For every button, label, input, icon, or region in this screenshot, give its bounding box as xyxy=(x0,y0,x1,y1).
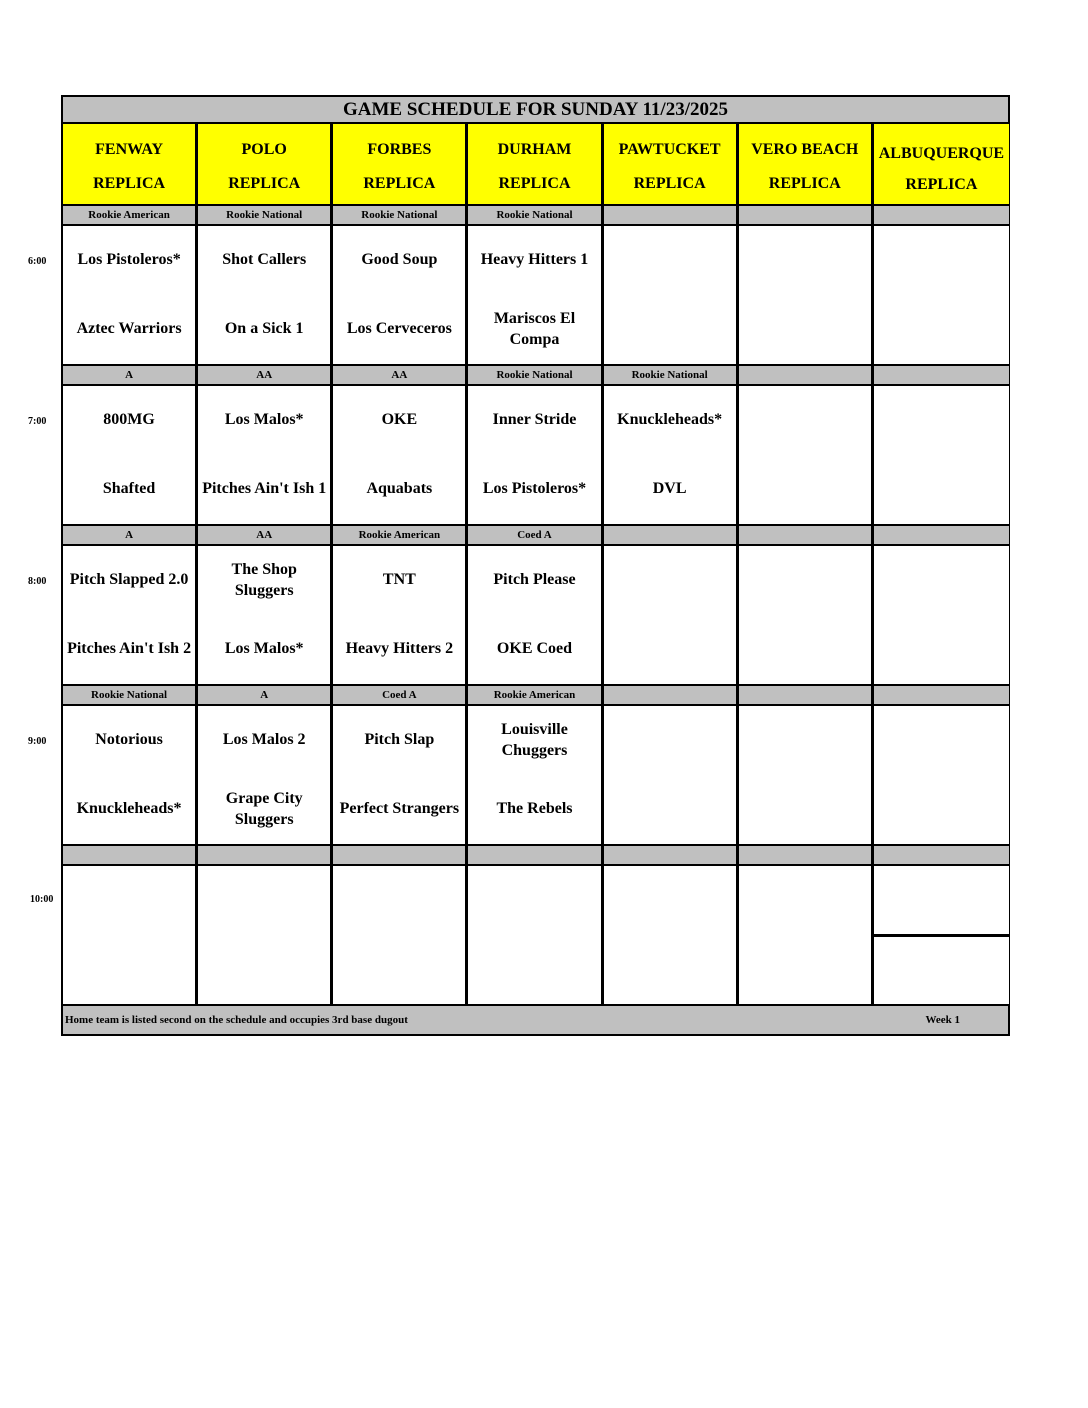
away-team xyxy=(198,866,330,935)
time-label: 6:00 xyxy=(28,256,47,267)
away-team xyxy=(739,866,871,935)
game-cell xyxy=(874,386,1009,526)
game-cell xyxy=(874,706,1009,846)
field-name: VERO BEACH xyxy=(751,140,859,158)
home-team: On a Sick 1 xyxy=(224,320,304,338)
time-label: 7:00 xyxy=(28,416,47,427)
division-cell: AA xyxy=(198,366,333,386)
game-cell xyxy=(739,386,874,526)
away-team xyxy=(739,226,871,295)
division-cell: Rookie National xyxy=(604,366,739,386)
time-label: 10:00 xyxy=(30,894,54,905)
away-team: Los Pistoleros* xyxy=(77,251,181,269)
field-sub: REPLICA xyxy=(633,174,706,192)
home-team: Perfect Strangers xyxy=(339,800,460,818)
field-header-polo xyxy=(198,124,333,206)
away-team xyxy=(739,386,871,455)
away-team: Inner Stride xyxy=(492,411,577,429)
home-team xyxy=(333,935,465,1004)
home-team: Shafted xyxy=(102,480,156,498)
time-label: 9:00 xyxy=(28,736,47,747)
field-header-vero-beach xyxy=(739,124,874,206)
home-team: Los Pistoleros* xyxy=(482,480,587,498)
game-cell xyxy=(874,226,1009,366)
field-sub: REPLICA xyxy=(363,174,436,192)
field-header-fenway xyxy=(63,124,198,206)
away-team xyxy=(333,866,465,935)
away-team: Pitch Slapped 2.0 xyxy=(69,571,189,589)
home-team xyxy=(604,295,736,364)
game-cell xyxy=(198,546,333,686)
division-cell xyxy=(739,846,874,866)
away-team xyxy=(739,706,871,775)
split-cell-top xyxy=(874,866,1009,937)
field-sub: REPLICA xyxy=(228,174,301,192)
home-team xyxy=(604,935,736,1004)
division-row xyxy=(61,686,1010,706)
division-row xyxy=(61,526,1010,546)
home-team xyxy=(874,775,1009,844)
division-row xyxy=(61,846,1010,866)
field-header-albuquerque xyxy=(874,124,1009,206)
game-cell xyxy=(468,226,603,366)
field-name: FENWAY xyxy=(95,140,163,158)
away-team xyxy=(604,226,736,295)
time-label: 8:00 xyxy=(28,576,47,587)
division-cell: Coed A xyxy=(333,686,468,706)
division-row xyxy=(61,206,1010,226)
division-cell: A xyxy=(63,366,198,386)
division-cell: Coed A xyxy=(468,526,603,546)
division-cell xyxy=(874,366,1009,386)
division-cell: A xyxy=(63,526,198,546)
game-cell xyxy=(739,226,874,366)
division-cell: Rookie National xyxy=(198,206,333,226)
home-team xyxy=(739,775,871,844)
division-cell xyxy=(468,846,603,866)
away-team xyxy=(604,546,736,615)
away-team: Knuckleheads* xyxy=(617,411,723,429)
home-team xyxy=(874,615,1009,684)
division-cell: Rookie National xyxy=(63,686,198,706)
week-label: Week 1 xyxy=(925,1014,960,1026)
division-cell: AA xyxy=(333,366,468,386)
division-cell xyxy=(604,846,739,866)
division-cell xyxy=(333,846,468,866)
game-cell xyxy=(468,386,603,526)
home-team: Mariscos El Compa xyxy=(493,309,576,348)
division-cell xyxy=(874,846,1009,866)
away-team: OKE xyxy=(381,411,418,429)
away-team: Louisville Chuggers xyxy=(501,720,568,759)
division-cell xyxy=(874,686,1009,706)
away-team: Heavy Hitters 1 xyxy=(480,251,589,269)
game-cell xyxy=(604,546,739,686)
away-team xyxy=(874,706,1009,775)
division-cell: Rookie American xyxy=(468,686,603,706)
home-team: Heavy Hitters 2 xyxy=(345,640,454,658)
home-team xyxy=(604,775,736,844)
field-name: ALBUQUERQUE xyxy=(878,144,1005,162)
game-cell xyxy=(604,706,739,846)
division-cell: Rookie National xyxy=(333,206,468,226)
home-team: Los Cerveceros xyxy=(346,320,452,338)
game-slot-row xyxy=(61,226,1010,366)
home-team xyxy=(739,295,871,364)
home-team xyxy=(874,455,1009,524)
game-slot-row xyxy=(61,706,1010,846)
division-cell: Rookie American xyxy=(63,206,198,226)
field-sub: REPLICA xyxy=(768,174,841,192)
game-cell xyxy=(63,546,198,686)
split-cell-bottom xyxy=(874,937,1009,1005)
field-name: POLO xyxy=(241,140,287,158)
home-team: OKE Coed xyxy=(496,640,573,658)
field-sub: REPLICA xyxy=(498,174,571,192)
game-cell xyxy=(198,706,333,846)
field-header-forbes xyxy=(333,124,468,206)
game-cell xyxy=(604,866,739,1006)
away-team: Los Malos* xyxy=(224,411,304,429)
home-team: Aztec Warriors xyxy=(76,320,182,338)
home-team: DVL xyxy=(652,480,687,498)
division-cell xyxy=(604,686,739,706)
away-team xyxy=(739,546,871,615)
away-team xyxy=(604,706,736,775)
division-cell: Rookie American xyxy=(333,526,468,546)
division-cell: AA xyxy=(198,526,333,546)
game-cell xyxy=(333,546,468,686)
home-team xyxy=(468,935,600,1004)
home-team: Grape City Sluggers xyxy=(225,789,303,828)
game-cell xyxy=(198,226,333,366)
game-cell xyxy=(739,546,874,686)
away-team xyxy=(874,226,1009,295)
game-cell xyxy=(333,386,468,526)
home-team: Knuckleheads* xyxy=(76,800,182,818)
division-cell xyxy=(739,686,874,706)
game-cell xyxy=(333,706,468,846)
field-sub: REPLICA xyxy=(93,174,166,192)
division-cell xyxy=(63,846,198,866)
away-team xyxy=(63,866,195,935)
away-team xyxy=(874,546,1009,615)
division-cell xyxy=(739,206,874,226)
game-cell xyxy=(198,866,333,1006)
game-slot-row xyxy=(61,546,1010,686)
division-cell xyxy=(604,526,739,546)
away-team: Good Soup xyxy=(361,251,438,269)
game-cell xyxy=(333,226,468,366)
game-cell xyxy=(63,226,198,366)
away-team: Pitch Please xyxy=(493,571,576,589)
game-cell xyxy=(63,386,198,526)
division-cell: Rookie National xyxy=(468,366,603,386)
home-team xyxy=(874,295,1009,364)
division-cell xyxy=(874,206,1009,226)
field-sub: REPLICA xyxy=(905,175,978,193)
home-team: Los Malos* xyxy=(224,640,304,658)
field-header-pawtucket xyxy=(604,124,739,206)
division-cell xyxy=(604,206,739,226)
away-team xyxy=(468,866,600,935)
game-cell xyxy=(604,386,739,526)
field-name: DURHAM xyxy=(497,140,572,158)
home-team: The Rebels xyxy=(496,800,573,818)
schedule-sheet xyxy=(61,95,1010,1036)
game-cell xyxy=(739,866,874,1006)
game-cell xyxy=(468,706,603,846)
game-cell xyxy=(468,866,603,1006)
field-name: FORBES xyxy=(367,140,432,158)
game-cell xyxy=(63,866,198,1006)
away-team xyxy=(604,866,736,935)
away-team: Pitch Slap xyxy=(364,731,435,749)
home-team xyxy=(604,615,736,684)
home-team: Aquabats xyxy=(366,480,433,498)
home-team: Pitches Ain't Ish 1 xyxy=(202,480,327,498)
game-cell xyxy=(739,706,874,846)
field-name: PAWTUCKET xyxy=(618,140,721,158)
game-slot-row xyxy=(61,386,1010,526)
game-cell xyxy=(604,226,739,366)
division-cell xyxy=(739,366,874,386)
away-team: TNT xyxy=(382,571,416,589)
division-cell xyxy=(198,846,333,866)
division-cell xyxy=(739,526,874,546)
home-team xyxy=(198,935,330,1004)
game-cell xyxy=(874,546,1009,686)
schedule-footer xyxy=(61,1006,1010,1036)
game-cell xyxy=(468,546,603,686)
game-cell xyxy=(333,866,468,1006)
home-team xyxy=(739,935,871,1004)
division-cell xyxy=(874,526,1009,546)
away-team: Shot Callers xyxy=(222,251,307,269)
away-team: 800MG xyxy=(103,411,155,429)
field-header-durham xyxy=(468,124,603,206)
schedule-title: GAME SCHEDULE FOR SUNDAY 11/23/2025 xyxy=(61,95,1010,124)
home-team xyxy=(739,615,871,684)
game-slot-row xyxy=(61,866,1010,1006)
away-team: Los Malos 2 xyxy=(222,731,306,749)
home-team xyxy=(739,455,871,524)
home-team-note: Home team is listed second on the schedule and occupies 3rd base dugout xyxy=(65,1014,408,1026)
division-row xyxy=(61,366,1010,386)
away-team: The Shop Sluggers xyxy=(231,560,297,599)
away-team xyxy=(874,386,1009,455)
game-cell xyxy=(63,706,198,846)
time-slots xyxy=(61,206,1010,1006)
division-cell: A xyxy=(198,686,333,706)
division-cell: Rookie National xyxy=(468,206,603,226)
game-cell xyxy=(198,386,333,526)
home-team: Pitches Ain't Ish 2 xyxy=(67,640,192,658)
away-team: Notorious xyxy=(95,731,163,749)
field-header-row xyxy=(61,124,1010,206)
game-cell xyxy=(874,866,1009,1006)
home-team xyxy=(63,935,195,1004)
